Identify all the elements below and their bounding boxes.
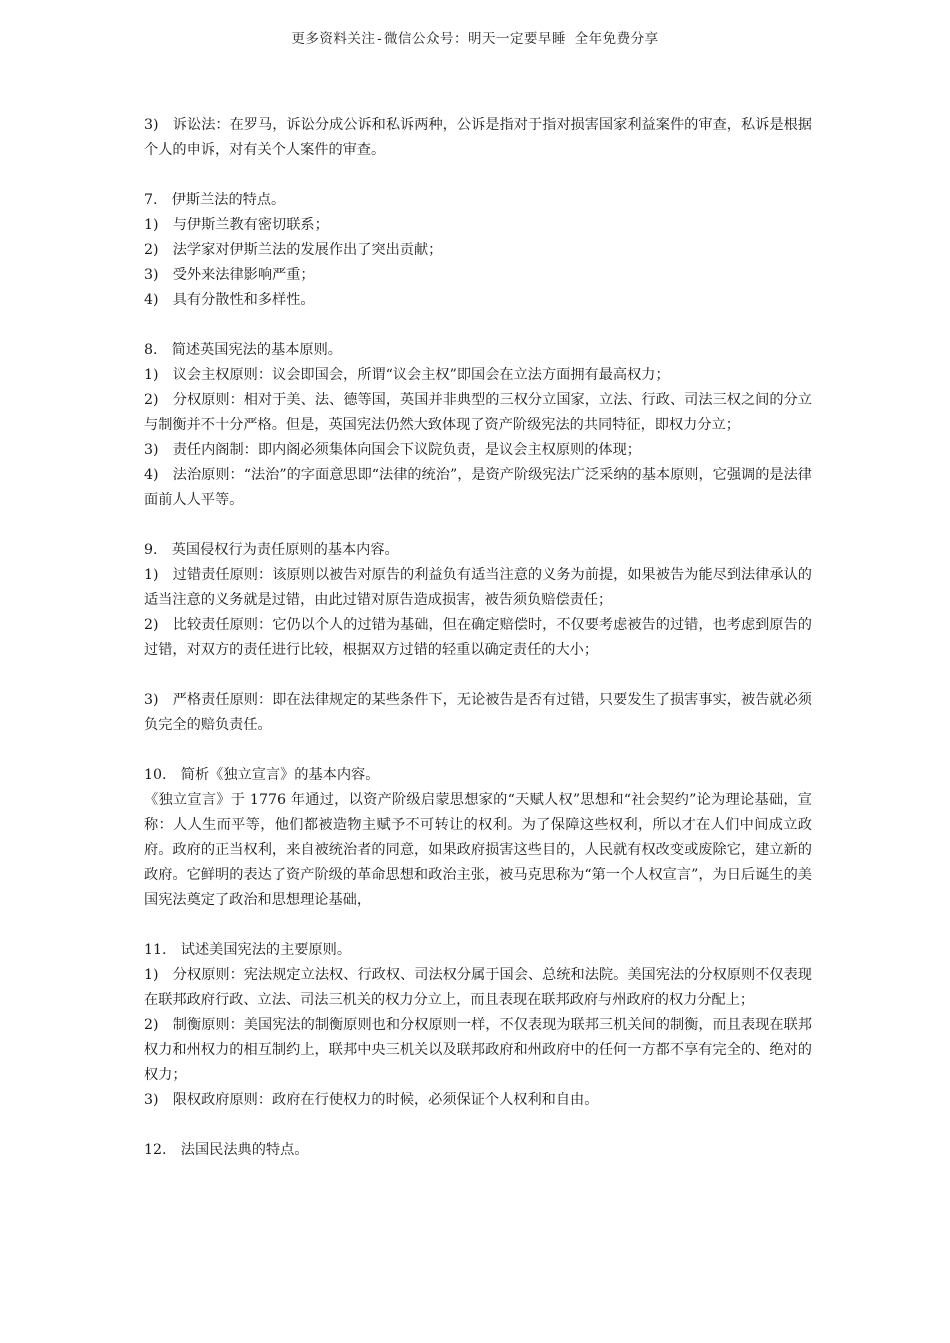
document-body bbox=[144, 113, 812, 1188]
section-islamic-law bbox=[144, 188, 812, 313]
section-heading: 9. 英国侵权行为责任原则的基本内容。 bbox=[144, 542, 399, 558]
list-item: 1) 分权原则：宪法规定立法权、行政权、司法权分属于国会、总统和法院。美国宪法的分权原则不仅表现在联邦政府行政、立法、司法三机关的权力分立上，而且表现在联邦政府与州政府的权力分配上； bbox=[144, 967, 812, 1008]
list-item: 3) 严格责任原则：即在法律规定的某些条件下，无论被告是否有过错，只要发生了损害事实，被告就必须负完全的赔负责任。 bbox=[144, 692, 812, 733]
list-item: 1) 议会主权原则：议会即国会，所谓“议会主权”即国会在立法方面拥有最高权力； bbox=[144, 367, 670, 383]
list-item: 1) 与伊斯兰教有密切联系； bbox=[144, 217, 329, 233]
page-header: 更多资料关注-微信公众号：明天一定要早睡 全年免费分享 bbox=[291, 31, 659, 47]
section-declaration-of-independence bbox=[144, 763, 812, 913]
list-item: 1) 过错责任原则：该原则以被告对原告的利益负有适当注意的义务为前提，如果被告为能尽到法律承认的适当注意的义务就是过错，由此过错对原告造成损害，被告须负赔偿责任； bbox=[144, 567, 812, 608]
paragraph: 《独立宣言》于 1776 年通过，以资产阶级启蒙思想家的“天赋人权”思想和“社会契约”论为理论基础，宣称：人人生而平等，他们都被造物主赋予不可转让的权利。为了保障这些权利，所以才在人们中间成立政府。政府的正当权利，来自被统治者的同意，如果政府损害这些目的，人民就有权改变或废除它，建立新的政府。它鲜明的表达了资产阶级的革命思想和政治主张，被马克思称为“第一个人权宣言”，为日后诞生的美国宪法奠定了政治和思想理论基础， bbox=[144, 792, 812, 908]
section-litigation-law bbox=[144, 113, 812, 163]
list-item: 3) 限权政府原则：政府在行使权力的时候，必须保证个人权利和自由。 bbox=[144, 1092, 599, 1108]
list-item: 2) 比较责任原则：它仍以个人的过错为基础，但在确定赔偿时，不仅要考虑被告的过错，也考虑到原告的过错，对双方的责任进行比较，根据双方过错的轻重以确定责任的大小； bbox=[144, 617, 812, 658]
section-french-civil-code bbox=[144, 1138, 812, 1163]
section-heading: 7. 伊斯兰法的特点。 bbox=[144, 192, 286, 208]
section-heading: 8. 简述英国宪法的基本原则。 bbox=[144, 342, 342, 358]
list-item: 3) 责任内阁制：即内阁必须集体向国会下议院负责，是议会主权原则的体现； bbox=[144, 442, 641, 458]
list-item: 2) 法学家对伊斯兰法的发展作出了突出贡献； bbox=[144, 242, 443, 258]
list-item: 3) 受外来法律影响严重； bbox=[144, 267, 315, 283]
paragraph: 3) 诉讼法：在罗马，诉讼分成公诉和私诉两种，公诉是指对于指对损害国家利益案件的审查，私诉是根据个人的申诉，对有关个人案件的审查。 bbox=[144, 117, 812, 158]
section-heading: 12. 法国民法典的特点。 bbox=[144, 1142, 309, 1158]
section-heading: 10. 简析《独立宣言》的基本内容。 bbox=[144, 767, 380, 783]
section-english-tort-strict bbox=[144, 688, 812, 738]
section-us-constitution bbox=[144, 938, 812, 1113]
list-item: 4) 具有分散性和多样性。 bbox=[144, 292, 315, 308]
section-english-tort bbox=[144, 538, 812, 663]
list-item: 2) 制衡原则：美国宪法的制衡原则也和分权原则一样，不仅表现为联邦三机关间的制衡，而且表现在联邦权力和州权力的相互制约上，联邦中央三机关以及联邦政府和州政府中的任何一方都不享有完全的、绝对的权力； bbox=[144, 1017, 812, 1083]
list-item: 2) 分权原则：相对于美、法、德等国，英国并非典型的三权分立国家，立法、行政、司法三权之间的分立与制衡并不十分严格。但是，英国宪法仍然大致体现了资产阶级宪法的共同特征，即权力分立； bbox=[144, 392, 812, 433]
section-english-constitution bbox=[144, 338, 812, 513]
section-heading: 11. 试述美国宪法的主要原则。 bbox=[144, 942, 352, 958]
list-item: 4) 法治原则：“法治”的字面意思即“法律的统治”，是资产阶级宪法广泛采纳的基本原则，它强调的是法律面前人人平等。 bbox=[144, 467, 812, 508]
